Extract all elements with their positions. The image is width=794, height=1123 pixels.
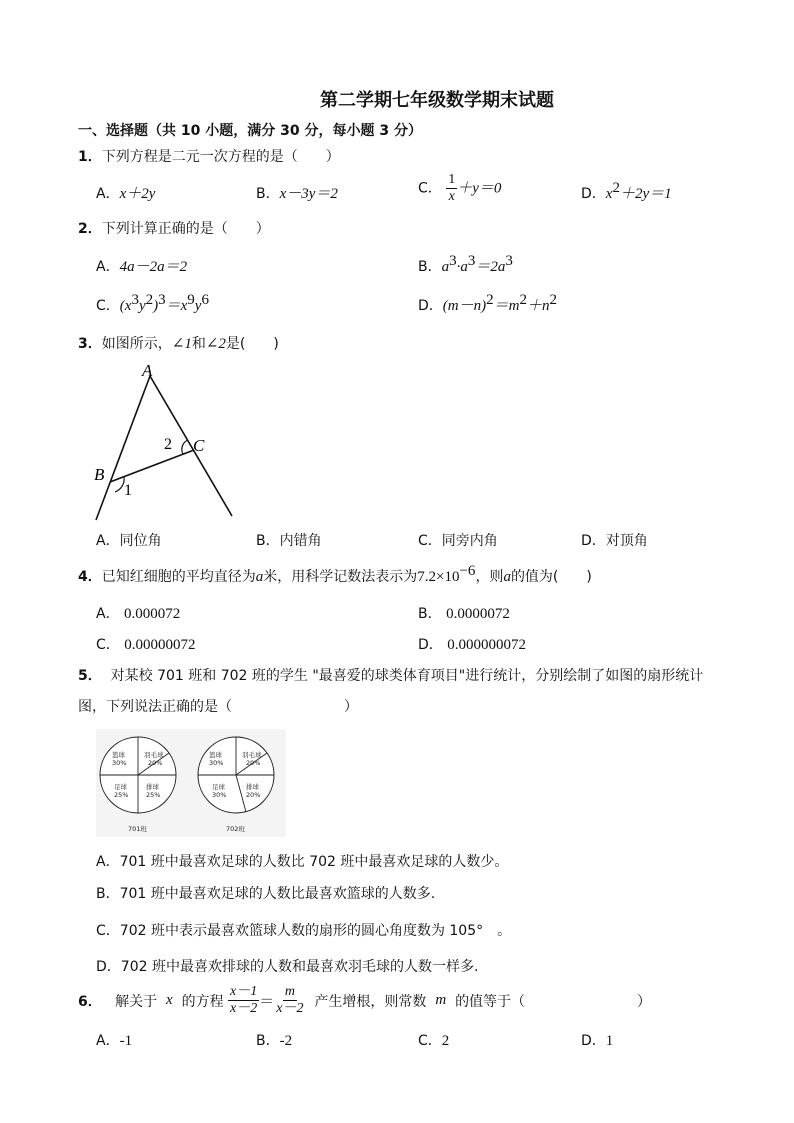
q1-option-c[interactable]: C． $\frac{1}{x}$ ＋y＝0 <box>418 172 502 204</box>
pie-702-label-3-pct: 30% <box>212 791 227 799</box>
q2-option-d[interactable]: D．$(m-n)^2=m^2+n^2$ <box>418 292 557 314</box>
question-6-stem: 6． 解关于 x 的方程 $\frac{x-1}{x-2}$ ＝ $\frac{m}{x-2}$ 产生增根，则常数 m 的值等于（ ） <box>78 984 652 1016</box>
question-text: 下列方程是二元一次方程的是（ ） <box>101 149 340 165</box>
pie-702-label-1-pct: 20% <box>246 759 261 767</box>
q3-option-d[interactable]: D．对顶角 <box>581 533 648 549</box>
label-b: B <box>94 465 105 484</box>
q3-option-c[interactable]: C．同旁内角 <box>418 533 498 549</box>
q1-option-b[interactable]: B．x－3y＝2 <box>256 186 338 202</box>
fraction-right: $\frac{m}{x-2}$ <box>276 984 304 1016</box>
line-bc <box>110 450 194 482</box>
q5-option-d[interactable]: D．702 班中最喜欢排球的人数和最喜欢羽毛球的人数一样多. <box>96 959 479 975</box>
pie-702 <box>198 737 274 833</box>
q3-option-a[interactable]: A．同位角 <box>96 533 162 549</box>
q6-option-d[interactable]: D．1 <box>581 1033 614 1049</box>
question-1-stem <box>78 146 340 166</box>
q6-option-a[interactable]: A．-1 <box>96 1033 133 1049</box>
question-2-stem: 2．下列计算正确的是（ ） <box>78 221 270 237</box>
pie-701-label-1-name: 羽毛球 <box>144 751 164 759</box>
triangle-figure <box>86 358 256 523</box>
pie-701-label-1-pct: 20% <box>148 759 163 767</box>
pie-702-label-2-name: 排球 <box>246 783 259 791</box>
question-3-stem: 3．如图所示，∠1和∠2是( ) <box>78 336 279 352</box>
q5-option-a[interactable]: A．701 班中最喜欢足球的人数比 702 班中最喜欢足球的人数少。 <box>96 854 509 870</box>
q6-option-b[interactable]: B．-2 <box>256 1033 293 1049</box>
question-5-stem-line2: 图，下列说法正确的是（ ） <box>78 699 358 715</box>
line-ab <box>96 376 150 520</box>
pie-701-label-0-pct: 30% <box>112 759 127 767</box>
pie-701-label-0-name: 篮球 <box>112 751 125 759</box>
label-c: C <box>193 436 205 455</box>
q4-option-d[interactable]: D． 0.000000072 <box>418 637 526 653</box>
label-2: 2 <box>164 436 172 453</box>
q3-option-b[interactable]: B．内错角 <box>256 533 322 549</box>
q4-option-c[interactable]: C． 0.00000072 <box>96 637 196 653</box>
fraction: $\frac{1}{x}$ <box>448 172 456 204</box>
q4-option-b[interactable]: B． 0.0000072 <box>418 606 510 622</box>
pie-701-label-3-name: 足球 <box>114 783 127 791</box>
question-5-stem-line1: 5． 对某校 701 班和 702 班的学生 "最喜爱的球类体育项目"进行统计，分别绘制了如图的扇形统计 <box>78 668 704 684</box>
q5-option-c[interactable]: C．702 班中表示最喜欢篮球人数的扇形的圆心角度数为 105° 。 <box>96 923 512 939</box>
pie-charts-figure <box>96 729 286 837</box>
pie-701-label-2-name: 排球 <box>146 783 159 791</box>
pie-701-caption: 701班 <box>128 825 147 833</box>
label-a: A <box>142 361 153 380</box>
q1-option-a[interactable]: A．x＋2y <box>96 186 156 202</box>
question-number: 1． <box>78 149 102 165</box>
pie-702-label-0-name: 篮球 <box>209 751 222 759</box>
pie-702-label-1-name: 羽毛球 <box>242 751 262 759</box>
pie-702-label-2-pct: 20% <box>246 791 261 799</box>
pie-701 <box>100 737 176 833</box>
pie-702-caption: 702班 <box>226 825 245 833</box>
label-1: 1 <box>124 482 132 499</box>
section-heading: 一、选择题（共 10 小题，满分 30 分，每小题 3 分） <box>78 123 422 139</box>
pie-charts-svg <box>96 729 286 837</box>
q2-option-b[interactable]: B．$a^3\cdot a^3=2a^3$ <box>418 253 513 275</box>
q5-option-b[interactable]: B．701 班中最喜欢足球的人数比最喜欢篮球的人数多. <box>96 886 436 902</box>
q2-option-c[interactable]: C．$(x^3y^2)^3=x^9y^6$ <box>96 292 209 314</box>
pie-701-label-3-pct: 25% <box>114 791 129 799</box>
fraction-left: $\frac{x-1}{x-2}$ <box>230 984 258 1016</box>
pie-702-label-3-name: 足球 <box>212 783 225 791</box>
page-title: 第二学期七年级数学期末试题 <box>320 90 554 111</box>
q6-option-c[interactable]: C．2 <box>418 1033 450 1049</box>
question-4-stem: 4．已知红细胞的平均直径为a米，用科学记数法表示为$7.2\times 10^{-6}$，则a的值为( ) <box>78 563 592 585</box>
q2-option-a[interactable]: A．4a－2a＝2 <box>96 259 188 275</box>
q1-option-d[interactable]: D．$x^2+2y=1$ <box>581 180 672 202</box>
pie-701-label-2-pct: 25% <box>146 791 161 799</box>
pie-702-label-0-pct: 30% <box>209 759 224 767</box>
line-ac <box>150 376 232 516</box>
q4-option-a[interactable]: A． 0.000072 <box>96 606 181 622</box>
